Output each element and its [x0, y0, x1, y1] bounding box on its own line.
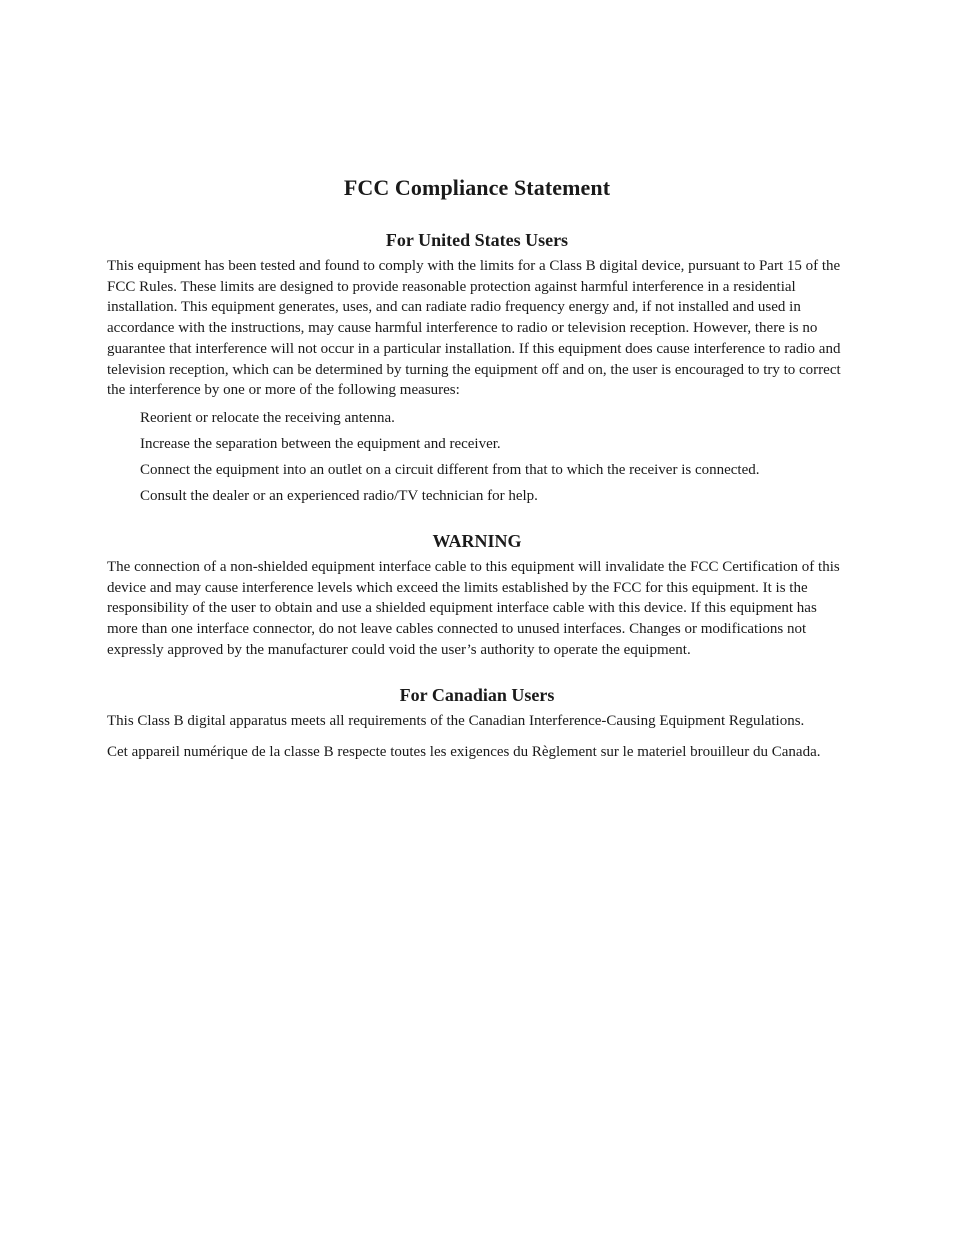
warning-paragraph: The connection of a non-shielded equipment interface cable to this equipment will invalidate the FCC Certification of this device and may cause interference levels which exceed the limits established by the FCC for this equipment. It is the responsibility of the user to obtain and use a shielded equipment interface cable with this device. If this equipment has more than one interface connector, do not leave cables connected to unused interfaces. Changes or modifications not expressly approved by the manufacturer could void the user’s authority to operate the equipment. [107, 558, 840, 658]
measure-item: Consult the dealer or an experienced radio/TV technician for help. [140, 487, 538, 504]
warning-heading: WARNING [432, 530, 522, 551]
warning-section [107, 529, 847, 661]
document-page [107, 170, 847, 763]
measures-list [140, 408, 847, 506]
measure-item: Increase the separation between the equipment and receiver. [140, 435, 501, 452]
measure-item: Reorient or relocate the receiving antenna. [140, 409, 395, 426]
canadian-users-section [107, 683, 847, 762]
page-title: FCC Compliance Statement [343, 175, 611, 200]
us-users-paragraph: This equipment has been tested and found to comply with the limits for a Class B digital device, pursuant to Part 15 of the FCC Rules. These limits are designed to provide reasonable protection against harmful interference in a residential installation. This equipment generates, uses, and can radiate radio frequency energy and, if not installed and used in accordance with the instructions, may cause harmful interference to radio or television reception. However, there is no guarantee that interference will not occur in a particular installation. If this equipment does cause interference to radio and television reception, which can be determined by turning the equipment off and on, the user is encouraged to try to correct the interference by one or more of the following measures: [107, 258, 841, 399]
canadian-paragraph-french: Cet appareil numérique de la classe B respecte toutes les exigences du Règlement sur le materiel brouilleur du Canada. [107, 744, 821, 761]
canadian-paragraph-english: This Class B digital apparatus meets all requirements of the Canadian Interference-Causing Equipment Regulations. [107, 713, 805, 730]
canadian-users-heading: For Canadian Users [399, 685, 555, 706]
us-users-heading: For United States Users [385, 230, 569, 250]
us-users-section [107, 228, 847, 506]
measure-item: Connect the equipment into an outlet on a circuit different from that to which the receiver is connected. [140, 461, 760, 478]
